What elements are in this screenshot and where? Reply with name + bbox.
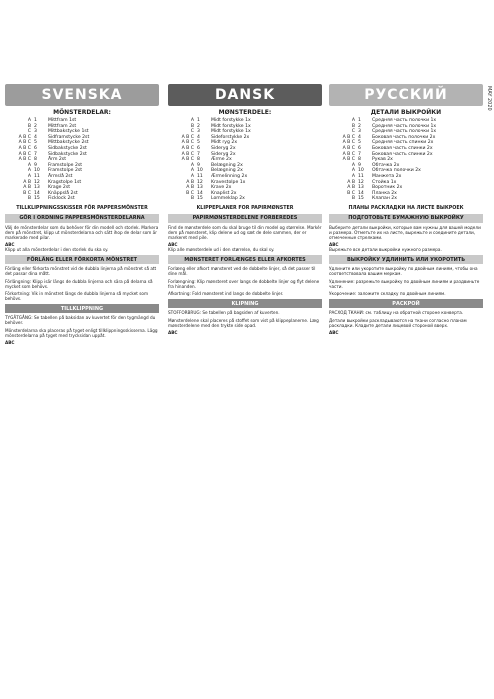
- piece-number: 8: [358, 157, 361, 163]
- lang-header: РУССКИЙ: [329, 84, 483, 106]
- paragraph: Find de mønsterdele som du skal bruge til din model og størrelse. Markér dem på mønsteret, klip delene ud og sæt de dele sammen, der er markeret med pile.: [168, 224, 322, 240]
- section-body: [329, 310, 483, 335]
- piece-name: Sidframstycke 2st: [48, 134, 90, 140]
- paragraph: Укорочение: заложите складку по двойным линиям.: [329, 291, 446, 297]
- piece-name: Krave 2x: [211, 185, 232, 191]
- paragraph: Детали выкройки раскладываются на ткани согласно планам раскладки. Кладите детали лицевой стороной вверх.: [329, 317, 467, 328]
- piece-name: Ärmslå 2st: [48, 173, 73, 179]
- section-title: ПОДГОТОВЬТЕ БУМАЖНУЮ ВЫКРОЙКУ: [329, 214, 483, 223]
- piece-name: Belægning 2x: [211, 168, 243, 174]
- paragraph: Afkortning: Fold mønsteret ind langs de dobbelte linjer.: [168, 291, 284, 297]
- piece-code: A: [27, 118, 31, 123]
- paragraph: Välj de mönsterdelar som du behöver för din modell och storlek. Markera dem på mönstret, klipp ut mönsterdelarna och sätt ihop de delar som är markerade med pilar.: [5, 224, 159, 240]
- column-dansk: [168, 84, 322, 335]
- piece-name: Midt forstykke 1x: [211, 129, 251, 135]
- pieces-list: [9, 118, 159, 202]
- section-body: [329, 266, 483, 296]
- piece-name: Sidbakstycke 2st: [48, 151, 87, 157]
- piece-number: 7: [197, 151, 200, 157]
- section-title: TILLKLIPPNING: [5, 304, 159, 313]
- piece-number: 15: [197, 196, 203, 202]
- piece-row: [333, 196, 483, 202]
- size-label: ABC: [168, 242, 178, 248]
- paragraph: Klipp ut alla mönsterdelar i den storlek du ska sy.: [5, 247, 109, 253]
- piece-name: Средняя часть полочки 1x: [372, 118, 437, 123]
- piece-number: 4: [358, 134, 361, 140]
- piece-number: 13: [197, 185, 203, 191]
- piece-number: 15: [358, 196, 364, 202]
- piece-code: A B: [23, 179, 31, 185]
- paragraph: Förlängning: Klipp isär längs de dubbla linjerna och sära på delarna så mycket som behövs.: [5, 278, 153, 289]
- size-label: ABC: [329, 330, 339, 336]
- piece-code: A B: [347, 179, 355, 185]
- piece-name: Рукав 2x: [372, 157, 393, 163]
- piece-number: 1: [358, 118, 361, 123]
- piece-code: A B C: [342, 157, 355, 163]
- piece-code: A B: [347, 185, 355, 191]
- piece-code: A: [351, 162, 355, 168]
- section-body: [5, 315, 159, 345]
- piece-code: A: [27, 173, 31, 179]
- size-label: ABC: [5, 242, 15, 248]
- piece-code: B: [351, 123, 355, 129]
- piece-code: A: [351, 168, 355, 174]
- layout-title: KLIPPEPLANER FOR PAPIRMØNSTER: [196, 205, 294, 211]
- piece-code: A B C: [18, 151, 31, 157]
- column-russian: [329, 84, 483, 335]
- side-tab: MAY 2020: [486, 86, 492, 111]
- sections: [329, 214, 483, 336]
- piece-name: Sideryg 2x: [211, 145, 236, 151]
- piece-number: 7: [34, 151, 37, 157]
- piece-code: A B C: [18, 157, 31, 163]
- section-body: [329, 225, 483, 253]
- piece-number: 12: [358, 179, 364, 185]
- piece-number: 12: [197, 179, 203, 185]
- pieces-title: ДЕТАЛИ ВЫКРОЙКИ: [370, 109, 442, 116]
- piece-code: B C: [23, 190, 31, 196]
- piece-code: A: [27, 162, 31, 168]
- piece-code: A B C: [18, 134, 31, 140]
- piece-name: Обтачка полочки 2x: [372, 168, 421, 174]
- piece-number: 3: [197, 129, 200, 135]
- piece-row: [9, 196, 159, 202]
- piece-name: Kragstolpe 1st: [48, 179, 82, 185]
- piece-name: Ærmelinning 2x: [211, 173, 248, 179]
- piece-name: Боковая часть спинки 2x: [372, 145, 433, 151]
- piece-number: 14: [197, 190, 203, 196]
- piece-name: Ärm 2st: [48, 157, 67, 163]
- piece-code: A B: [23, 185, 31, 191]
- piece-number: 14: [358, 190, 364, 196]
- size-label: ABC: [329, 242, 339, 248]
- piece-code: C: [27, 129, 31, 135]
- paragraph: TYGÅTGÅNG: Se tabellen på baksidan av kuvertet för den tygmängd du behöver.: [5, 315, 156, 326]
- paragraph: Forlængning: Klip mønsteret over langs de dobbelte linjer og flyt delene fra hinanden.: [168, 278, 320, 289]
- paragraph: Forlæng eller afkort mønsteret ved de dobbelte linjer, så det passer til dine mål.: [168, 266, 316, 277]
- piece-number: 9: [358, 162, 361, 168]
- piece-number: 7: [358, 151, 361, 157]
- section-title: РАСКРОЙ: [329, 299, 483, 308]
- column-svenska: [5, 84, 159, 345]
- piece-name: Ærme 2x: [211, 157, 232, 163]
- lang-header: SVENSKA: [5, 84, 159, 106]
- piece-name: Ficklock 2st: [48, 196, 75, 202]
- piece-row: [172, 196, 322, 202]
- piece-number: 4: [197, 134, 200, 140]
- paragraph: Удлините или укоротите выкройку по двойным линиям, чтобы она соответствовала вашим меркам.: [329, 266, 478, 277]
- piece-number: 3: [34, 129, 37, 135]
- piece-name: Стойка 1x: [372, 179, 397, 185]
- section-title: GÖR I ORDNING PAPPERSMÖNSTERDELARNA: [5, 214, 159, 223]
- piece-number: 8: [197, 157, 200, 163]
- paragraph: Förkortning: Vik in mönstret längs de dubbla linjerna så mycket som behövs.: [5, 291, 149, 302]
- section-title: FÖRLÄNG ELLER FÖRKORTA MÖNSTRET: [5, 255, 159, 264]
- pieces-list: [172, 118, 322, 202]
- paragraph: Вырежьте все детали выкройки нужного размера.: [329, 247, 442, 253]
- piece-code: A B: [186, 179, 194, 185]
- piece-number: 14: [34, 190, 40, 196]
- piece-code: A B C: [181, 151, 194, 157]
- piece-name: Воротник 2x: [372, 185, 403, 191]
- size-label: ABC: [5, 340, 15, 346]
- section-title: ВЫКРОЙКУ УДЛИНИТЬ ИЛИ УКОРОТИТЬ: [329, 255, 483, 264]
- paragraph: Förläng eller förkorta mönstret vid de dubbla linjerna på mönstret så att det passar dina mått.: [5, 266, 157, 277]
- piece-name: Framstolpe 2st: [48, 162, 83, 168]
- piece-number: 9: [197, 162, 200, 168]
- sections: [168, 214, 322, 336]
- piece-code: A B C: [342, 145, 355, 151]
- pieces-title: MØNSTERDELE:: [218, 109, 272, 116]
- piece-name: Knäppslå 2st: [48, 190, 78, 196]
- piece-code: B: [190, 196, 194, 202]
- piece-code: A: [351, 118, 355, 123]
- piece-code: A: [190, 162, 194, 168]
- piece-name: Боковая часть полочки 2x: [372, 134, 436, 140]
- piece-name: Krage 2st: [48, 185, 71, 191]
- piece-number: 3: [358, 129, 361, 135]
- piece-code: C: [190, 129, 194, 135]
- piece-number: 12: [34, 179, 40, 185]
- piece-number: 13: [358, 185, 364, 191]
- section-body: [5, 225, 159, 253]
- section-body: [168, 310, 322, 335]
- section-title: MØNSTERET FORLÆNGES ELLER AFKORTES: [168, 255, 322, 264]
- lang-header: DANSK: [168, 84, 322, 106]
- piece-name: Midt forstykke 1x: [211, 123, 251, 129]
- piece-code: A B C: [181, 134, 194, 140]
- piece-code: A: [27, 168, 31, 174]
- piece-name: Обтачка 2x: [372, 162, 400, 168]
- piece-name: Планка 2x: [372, 190, 397, 196]
- piece-name: Клапан 2x: [372, 196, 397, 202]
- section-body: [168, 266, 322, 296]
- piece-code: A: [190, 168, 194, 174]
- piece-number: 1: [34, 118, 37, 123]
- piece-number: 8: [34, 157, 37, 163]
- piece-number: 6: [34, 145, 37, 151]
- piece-number: 11: [197, 173, 203, 179]
- layout-title: TILLKLIPPNINGSSKISSER FÖR PAPPERSMÖNSTER: [16, 205, 148, 211]
- piece-number: 11: [34, 173, 40, 179]
- paragraph: Mønsterdelene skal placeres på stoffet som vist på klippeplanerne. Læg mønsterdelene med den trykte side opad.: [168, 317, 319, 328]
- piece-number: 1: [197, 118, 200, 123]
- piece-number: 13: [34, 185, 40, 191]
- piece-code: A B: [186, 185, 194, 191]
- piece-code: B: [351, 196, 355, 202]
- pieces-list: [333, 118, 483, 202]
- piece-code: A B C: [181, 145, 194, 151]
- section-title: PAPIRMØNSTERDELENE FORBEREDES: [168, 214, 322, 223]
- piece-code: B: [27, 123, 31, 129]
- piece-name: Средняя часть спинки 2x: [372, 140, 434, 146]
- piece-name: Средняя часть полочки 1x: [372, 123, 437, 129]
- layout-title: ПЛАНЫ РАСКЛАДКИ НА ЛИСТЕ ВЫКРОЕК: [348, 205, 464, 211]
- section-title: KLIPNING: [168, 299, 322, 308]
- piece-name: Knaplist 2x: [211, 190, 237, 196]
- piece-name: Lommeklap 2x: [211, 196, 245, 202]
- piece-code: A B C: [18, 145, 31, 151]
- section-body: [5, 266, 159, 301]
- paragraph: Mönsterdelarna ska placeras på tyget enligt tillklippningsskisserna. Lägg mönsterdelarna på tyget med trycksidan uppåt.: [5, 327, 158, 338]
- piece-name: Belægning 2x: [211, 162, 243, 168]
- piece-code: A B C: [181, 157, 194, 163]
- piece-number: 11: [358, 173, 364, 179]
- paragraph: STOFFORBRUG: Se tabellen på bagsiden af kuverten.: [168, 310, 280, 316]
- piece-number: 5: [34, 140, 37, 146]
- piece-code: C: [351, 129, 355, 135]
- piece-number: 6: [197, 145, 200, 151]
- piece-number: 5: [197, 140, 200, 146]
- piece-code: B: [27, 196, 31, 202]
- piece-number: 5: [358, 140, 361, 146]
- piece-name: Midt forstykke 1x: [211, 118, 251, 123]
- piece-number: 2: [197, 123, 200, 129]
- piece-code: A B C: [342, 151, 355, 157]
- piece-number: 9: [34, 162, 37, 168]
- piece-name: Midt ryg 2x: [211, 140, 238, 146]
- paragraph: РАСХОД ТКАНИ: см. таблицу на обратной стороне конверта.: [329, 310, 464, 316]
- piece-name: Kravestolpe 1x: [211, 179, 246, 185]
- piece-number: 10: [358, 168, 364, 174]
- paragraph: Klip alle mønsterdele ud i den størrelse, du skal sy.: [168, 247, 275, 253]
- piece-name: Sidbakstycke 2st: [48, 145, 87, 151]
- piece-name: Sideforstykke 2x: [211, 134, 250, 140]
- piece-number: 2: [34, 123, 37, 129]
- piece-number: 15: [34, 196, 40, 202]
- piece-code: B C: [347, 190, 355, 196]
- piece-code: A: [190, 118, 194, 123]
- paragraph: Удлинение: разрежьте выкройку по двойным линиям и раздвиньте части.: [329, 278, 480, 289]
- piece-name: Mittbakstycke 1st: [48, 129, 89, 135]
- piece-code: B C: [186, 190, 194, 196]
- piece-number: 10: [34, 168, 40, 174]
- piece-name: Mittbakstycke 2st: [48, 140, 89, 146]
- sections: [5, 214, 159, 346]
- piece-number: 6: [358, 145, 361, 151]
- piece-code: A: [351, 173, 355, 179]
- piece-code: A B C: [342, 140, 355, 146]
- piece-code: A B C: [181, 140, 194, 146]
- piece-number: 2: [358, 123, 361, 129]
- section-body: [168, 225, 322, 253]
- piece-name: Боковая часть спинки 2x: [372, 151, 433, 157]
- piece-code: A B C: [18, 140, 31, 146]
- piece-code: A B C: [342, 134, 355, 140]
- piece-code: B: [190, 123, 194, 129]
- piece-name: Mittfram 2st: [48, 123, 77, 129]
- piece-number: 4: [34, 134, 37, 140]
- pieces-title: MÖNSTERDELAR:: [53, 109, 111, 116]
- piece-name: Sideryg 2x: [211, 151, 236, 157]
- piece-name: Framstolpe 2st: [48, 168, 83, 174]
- piece-number: 10: [197, 168, 203, 174]
- piece-name: Манжета 2x: [372, 173, 402, 179]
- piece-name: Средняя часть полочки 1x: [372, 129, 437, 135]
- piece-code: A: [190, 173, 194, 179]
- paragraph: Выберите детали выкройки, которые вам нужны для вашей модели и размера. Отметьте их на листе, вырежьте и соедините детали, отмеченные стрелками.: [329, 224, 481, 240]
- size-label: ABC: [168, 330, 178, 336]
- piece-name: Mittfram 1st: [48, 118, 77, 123]
